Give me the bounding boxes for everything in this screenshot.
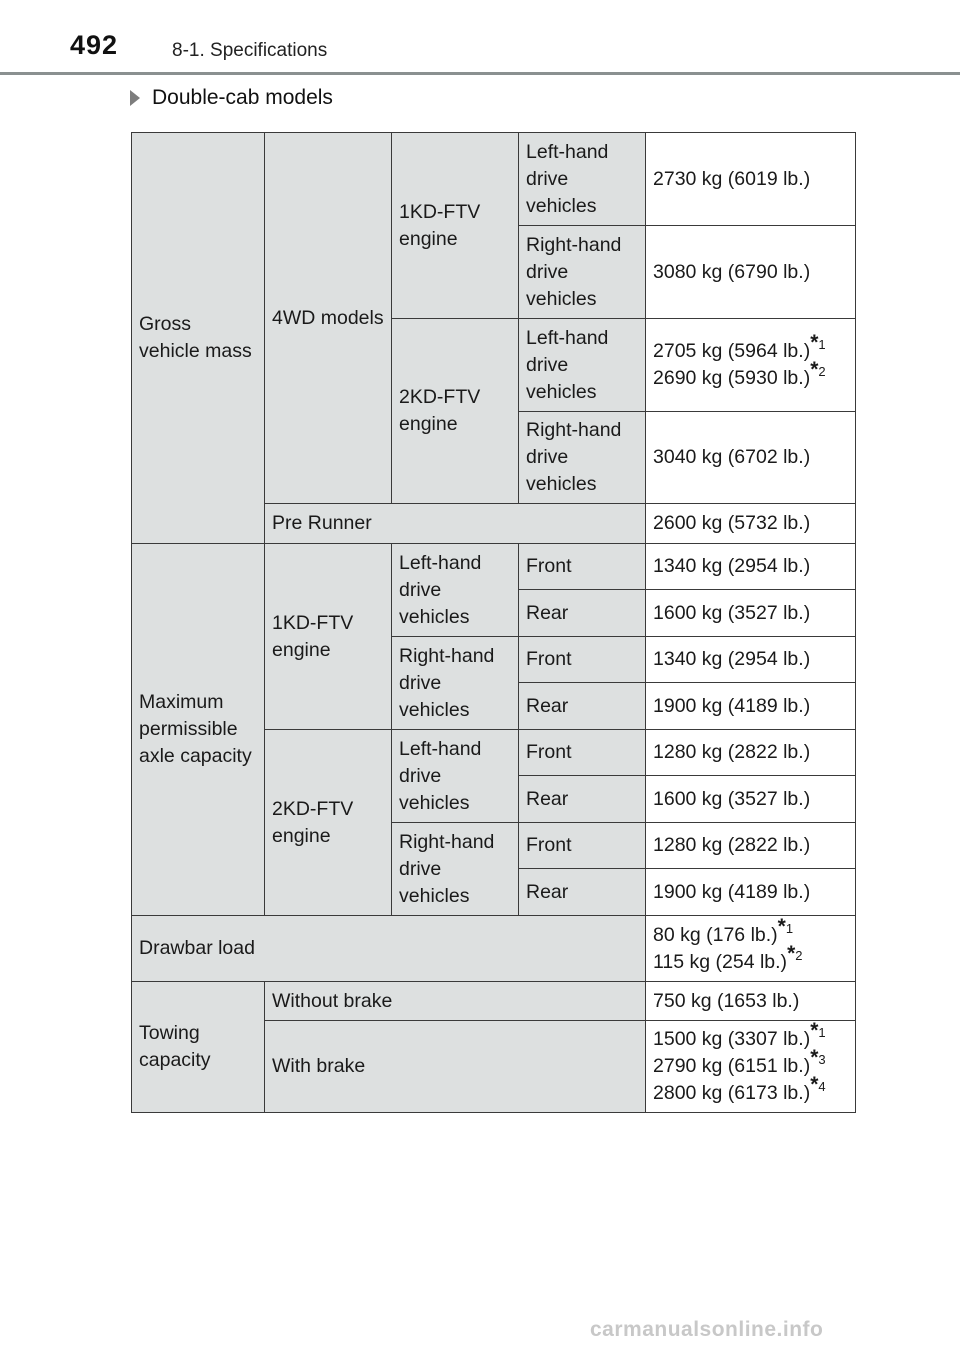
axle-2kd-lhd-front-value: 1280 kg (2822 lb.) bbox=[646, 730, 856, 776]
gvm-1kd-rhd-value: 3080 kg (6790 lb.) bbox=[646, 226, 856, 319]
specifications-table bbox=[131, 132, 856, 1113]
gvm-2kd-rhd-label: Right-hand drive vehicles bbox=[519, 412, 646, 504]
footnote-mark: * bbox=[810, 331, 819, 354]
footnote-number: 2 bbox=[795, 947, 803, 963]
gvm-1kd-engine-label: 1KD-FTV engine bbox=[392, 133, 519, 319]
footnote-mark: * bbox=[810, 1019, 819, 1042]
bullet-triangle-icon bbox=[130, 90, 140, 106]
gvm-prerunner-value: 2600 kg (5732 lb.) bbox=[646, 504, 856, 544]
towing-with-brake-value-2: 2790 kg (6151 lb.) bbox=[653, 1055, 811, 1077]
subtitle bbox=[130, 86, 333, 110]
axle-2kd-rhd-rear-label: Rear bbox=[519, 869, 646, 916]
drawbar-value-2: 115 kg (254 lb.) bbox=[653, 950, 788, 973]
footnote-mark: * bbox=[810, 1046, 819, 1069]
page-number: 492 bbox=[70, 30, 119, 60]
footnote-number: 1 bbox=[785, 920, 794, 936]
axle-1kd-lhd-label: Left-hand drive vehicles bbox=[392, 544, 519, 637]
footnote-mark: * bbox=[787, 941, 796, 965]
drawbar-value-1: 80 kg (176 lb.) bbox=[653, 923, 778, 946]
subtitle-text: Double-cab models bbox=[152, 86, 333, 109]
axle-2kd-lhd-rear-label: Rear bbox=[519, 776, 646, 823]
footnote-mark: * bbox=[810, 358, 819, 381]
axle-2kd-rhd-rear-value: 1900 kg (4189 lb.) bbox=[646, 869, 856, 916]
gvm-2kd-lhd-label: Left-hand drive vehicles bbox=[519, 319, 646, 412]
axle-1kd-lhd-rear-label: Rear bbox=[519, 590, 646, 637]
axle-2kd-lhd-rear-value: 1600 kg (3527 lb.) bbox=[646, 776, 856, 823]
gvm-prerunner-label: Pre Runner bbox=[265, 504, 646, 544]
footnote-number: 1 bbox=[818, 337, 826, 352]
gvm-2kd-engine-label: 2KD-FTV engine bbox=[392, 319, 519, 504]
towing-with-brake-value-3: 2800 kg (6173 lb.) bbox=[653, 1082, 811, 1104]
axle-1kd-rhd-front-label: Front bbox=[519, 637, 646, 683]
gvm-2kd-lhd-value-1: 2705 kg (5964 lb.) bbox=[653, 340, 811, 362]
footnote-number: 3 bbox=[818, 1052, 826, 1067]
towing-with-brake-value-1: 1500 kg (3307 lb.) bbox=[653, 1028, 811, 1050]
gvm-2kd-rhd-value: 3040 kg (6702 lb.) bbox=[646, 412, 856, 504]
axle-2kd-rhd-label: Right-hand drive vehicles bbox=[392, 823, 519, 916]
axle-label: Maximum permissible axle capacity bbox=[132, 544, 265, 916]
gvm-label: Gross vehicle mass bbox=[132, 133, 265, 544]
drawbar-label: Drawbar load bbox=[132, 916, 646, 982]
towing-with-brake-label: With brake bbox=[265, 1021, 646, 1113]
axle-1kd-lhd-front-value: 1340 kg (2954 lb.) bbox=[646, 544, 856, 590]
footnote-mark: * bbox=[777, 914, 786, 938]
axle-1kd-engine-label: 1KD-FTV engine bbox=[265, 544, 392, 730]
axle-1kd-rhd-rear-label: Rear bbox=[519, 683, 646, 730]
gvm-1kd-rhd-label: Right-hand drive vehicles bbox=[519, 226, 646, 319]
footnote-number: 2 bbox=[818, 364, 826, 379]
axle-1kd-lhd-rear-value: 1600 kg (3527 lb.) bbox=[646, 590, 856, 637]
axle-1kd-lhd-front-label: Front bbox=[519, 544, 646, 590]
gvm-2kd-lhd-value-2: 2690 kg (5930 lb.) bbox=[653, 367, 811, 389]
axle-2kd-rhd-front-label: Front bbox=[519, 823, 646, 869]
gvm-4wd-label: 4WD models bbox=[265, 133, 392, 504]
section-title: 8-1. Specifications bbox=[172, 40, 328, 61]
footnote-number: 1 bbox=[818, 1025, 826, 1040]
footnote-number: 4 bbox=[818, 1079, 826, 1094]
gvm-2kd-lhd-value bbox=[646, 319, 856, 412]
axle-2kd-engine-label: 2KD-FTV engine bbox=[265, 730, 392, 916]
towing-without-brake-value: 750 kg (1653 lb.) bbox=[646, 982, 856, 1021]
drawbar-value bbox=[646, 916, 856, 982]
header-divider bbox=[0, 72, 960, 75]
towing-with-brake-value bbox=[646, 1021, 856, 1113]
watermark: carmanualsonline.info bbox=[590, 1318, 824, 1341]
axle-2kd-rhd-front-value: 1280 kg (2822 lb.) bbox=[646, 823, 856, 869]
axle-1kd-rhd-label: Right-hand drive vehicles bbox=[392, 637, 519, 730]
towing-label: Towing capacity bbox=[132, 982, 265, 1113]
axle-2kd-lhd-label: Left-hand drive vehicles bbox=[392, 730, 519, 823]
axle-2kd-lhd-front-label: Front bbox=[519, 730, 646, 776]
gvm-1kd-lhd-value: 2730 kg (6019 lb.) bbox=[646, 133, 856, 226]
footnote-mark: * bbox=[810, 1073, 819, 1096]
towing-without-brake-label: Without brake bbox=[265, 982, 646, 1021]
gvm-1kd-lhd-label: Left-hand drive vehicles bbox=[519, 133, 646, 226]
axle-1kd-rhd-front-value: 1340 kg (2954 lb.) bbox=[646, 637, 856, 683]
axle-1kd-rhd-rear-value: 1900 kg (4189 lb.) bbox=[646, 683, 856, 730]
